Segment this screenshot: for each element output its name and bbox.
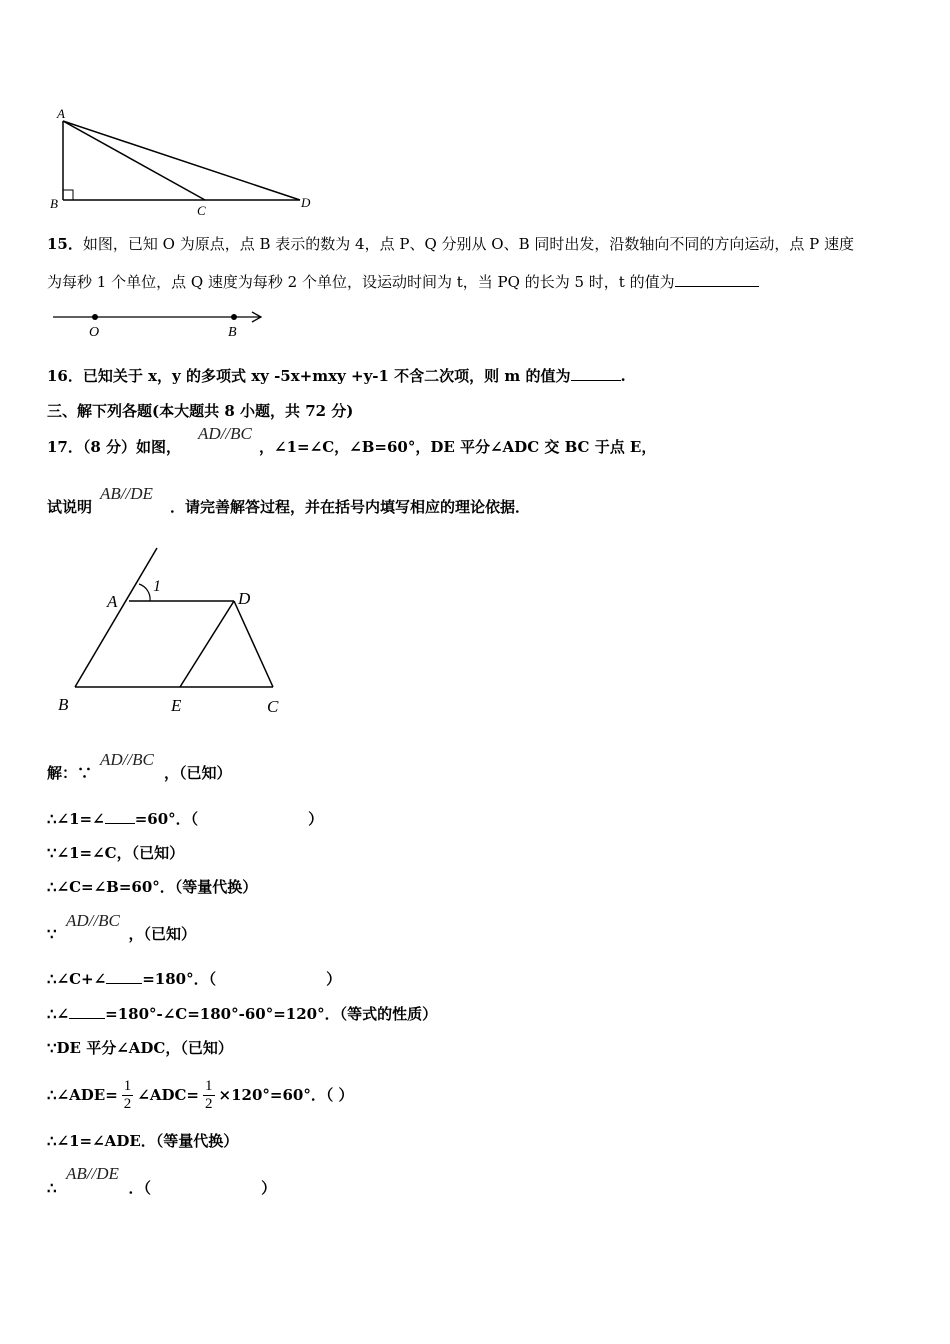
solution-step-5 — [47, 924, 196, 944]
q17-prefix: 17．（8 分）如图， — [47, 438, 182, 456]
label-C2: C — [267, 697, 279, 716]
q15-answer-blank[interactable] — [675, 272, 759, 287]
label-D2: D — [238, 589, 251, 608]
solution-step-6 — [47, 969, 341, 989]
q16-end: . — [620, 367, 626, 385]
s9-b: ∠ADC= — [137, 1086, 199, 1104]
s1-math: AD//BC — [100, 750, 154, 769]
s2-pre: ∴∠1=∠ — [47, 810, 105, 828]
s2-blank-angle[interactable] — [105, 809, 135, 824]
q15-line2 — [47, 272, 759, 292]
q16-answer-blank[interactable] — [571, 366, 621, 381]
fraction-half-2 — [203, 1078, 215, 1113]
q17-line2b: ．请完善解答过程，并在括号内填写相应的理论依据． — [170, 498, 531, 516]
label-E2: E — [171, 696, 182, 715]
solution-step-10: ∴∠1=∠ADE．（等量代换） — [47, 1132, 239, 1150]
s5-math: AD//BC — [66, 911, 120, 930]
q17-math1: AD//BC — [198, 424, 252, 443]
triangle-figure — [45, 105, 325, 220]
number-line — [45, 305, 275, 340]
s2-close: ） — [308, 810, 324, 828]
s1-pre: 解：∵ — [47, 764, 93, 782]
solution-step-11 — [47, 1178, 276, 1198]
s7-pre: ∴∠ — [47, 1005, 70, 1023]
q15-number: 15． — [47, 235, 83, 253]
label-O: O — [89, 325, 100, 340]
label-B-axis: B — [228, 325, 237, 340]
q15-line1 — [47, 234, 854, 254]
s11-math: AB//DE — [66, 1164, 119, 1183]
q15-text-1: 如图，已知 O 为原点，点 B 表示的数为 4，点 P、Q 分别从 O、B 同时出发，沿数轴向不同的方向运动，点 P 速度 — [82, 235, 854, 253]
s7-post: =180°-∠C=180°-60°=120°．（等式的性质） — [105, 1005, 438, 1023]
s11-close: ） — [261, 1179, 277, 1197]
q17-condition: ，∠1=∠C，∠B=60°，DE 平分∠ADC 交 BC 于点 E， — [259, 438, 657, 456]
s5-pre: ∵ — [47, 925, 57, 943]
s6-close: ） — [326, 970, 342, 988]
solution-step-9 — [47, 1075, 354, 1115]
solution-step-8: ∵DE 平分∠ADC，（已知） — [47, 1039, 233, 1057]
label-B: B — [50, 196, 58, 211]
frac1-den: 2 — [123, 1095, 132, 1112]
solution-step-2 — [47, 809, 323, 829]
q16-text: 16．已知关于 x，y 的多项式 xy -5x+mxy +y-1 不含二次项，则 m 的值为 — [47, 367, 571, 385]
s11-post: ．（ — [128, 1179, 152, 1197]
solution-step-1 — [47, 763, 232, 783]
frac1-num: 1 — [123, 1077, 132, 1094]
q17-math2: AB//DE — [100, 484, 153, 503]
solution-step-7 — [47, 1004, 437, 1024]
label-B2: B — [58, 695, 69, 714]
s2-post: =60°．（ — [134, 810, 199, 828]
s11-pre: ∴ — [47, 1179, 57, 1197]
s6-blank-angle[interactable] — [106, 969, 142, 984]
s9-a: ∴∠ADE= — [47, 1086, 118, 1104]
label-A2: A — [107, 592, 118, 611]
q17-line2 — [47, 497, 530, 517]
frac2-num: 1 — [205, 1077, 213, 1094]
solution-step-3: ∵∠1=∠C，（已知） — [47, 844, 185, 862]
q17-line2a: 试说明 — [47, 498, 93, 516]
solution-step-4: ∴∠C=∠B=60°．（等量代换） — [47, 878, 258, 896]
frac2-den: 2 — [205, 1095, 213, 1112]
section-title: 三、解下列各题(本大题共 8 小题，共 72 分) — [47, 402, 354, 420]
q17-line1 — [47, 437, 656, 457]
s6-pre: ∴∠C+∠ — [47, 970, 107, 988]
s7-blank-angle[interactable] — [69, 1004, 105, 1019]
label-D: D — [301, 195, 311, 210]
s5-post: ，（已知） — [128, 925, 197, 943]
label-C: C — [197, 203, 206, 218]
s6-post: =180°．（ — [142, 970, 217, 988]
s1-post: ，（已知） — [164, 764, 232, 782]
label-A: A — [57, 106, 65, 121]
fraction-half-1 — [122, 1078, 134, 1113]
q15-text-2: 为每秒 1 个单位，点 Q 速度为每秒 2 个单位，设运动时间为 t，当 PQ 的长为 5 时，t 的值为 — [47, 273, 675, 291]
s9-c: ×120°=60°．（ ） — [218, 1086, 354, 1104]
label-angle-1: 1 — [153, 578, 161, 595]
trapezoid-figure — [45, 540, 305, 720]
q16 — [47, 366, 626, 386]
